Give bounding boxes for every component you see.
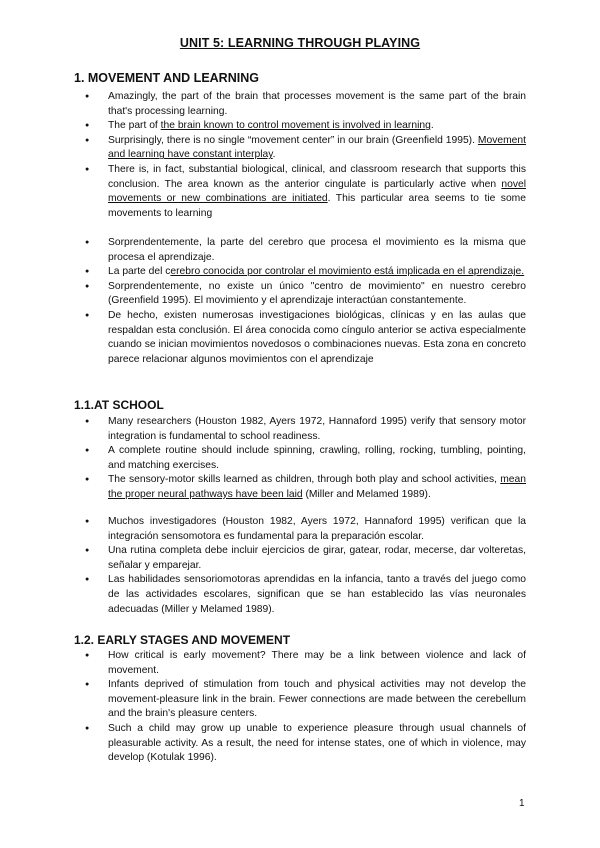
list-item <box>83 415 526 444</box>
list-item-text: How critical is early movement? There may be a link between violence and lack of movement. <box>108 650 526 676</box>
underlined-text: mean the proper neural pathways have been laid <box>108 474 526 500</box>
page-title: UNIT 5: LEARNING THROUGH PLAYING <box>179 36 421 50</box>
list-item-text: Sorprendentemente, no existe un único "centro de movimiento" en nuestro cerebro (Greenfield 1995). El movimiento y el aprendizaje interactúan constantemente. <box>108 280 526 307</box>
list-item <box>83 280 526 309</box>
list-item <box>83 649 526 678</box>
underlined-text: the brain known to control movement is involved in learning <box>160 120 431 132</box>
list-item-text: Amazingly, the part of the brain that processes movement is the same part of the brain that's processing learning. <box>108 91 526 117</box>
underlined-text: novel movements or new combinations are initiated <box>108 178 526 205</box>
list-item-text: De hecho, existen numerosas investigaciones biológicas, clínicas y en las aulas que respaldan esta conclusión. El área conocida como cíngulo anterior se activa especialmente cuando se inician movimientos novedosos o combinaciones nuevas. Esta zona en concreto parece relacionar algunos movimientos con el aprendizaje <box>108 309 526 365</box>
list-item <box>83 265 526 280</box>
list-item-text: La parte del c <box>108 266 171 278</box>
list-item <box>83 678 526 722</box>
list-item <box>83 473 526 502</box>
list-item-text: Many researchers (Houston 1982, Ayers 1972, Hannaford 1995) verify that sensory motor integration is fundamental to school readiness. <box>108 416 526 442</box>
section3-english-list <box>83 649 526 766</box>
list-item <box>83 444 526 473</box>
list-item-text: A complete routine should include spinning, crawling, rolling, rocking, tumbling, pointing, and matching exercises. <box>108 445 526 471</box>
list-item <box>83 573 526 617</box>
section-heading-early-stages-and-movement: 1.2. EARLY STAGES AND MOVEMENT <box>74 633 291 647</box>
list-item-text: Muchos investigadores (Houston 1982, Ayers 1972, Hannaford 1995) verifican que la integración sensomotora es fundamental para la preparación escolar. <box>108 516 526 542</box>
list-item-text: . <box>272 149 276 161</box>
section-heading-movement-and-learning: 1. MOVEMENT AND LEARNING <box>74 71 259 85</box>
list-item-text: Las habilidades sensoriomotoras aprendidas en la infancia, tanto a través del juego como de las actividades escolares, significan que se han establecido las vías neuronales adecuadas (Miller y Melamed 1989). <box>108 574 526 615</box>
list-item-text: Sorprendentemente, la parte del cerebro que procesa el movimiento es la misma que procesa el aprendizaje. <box>108 237 526 263</box>
list-item-text: (Miller and Melamed 1989). <box>302 488 431 500</box>
list-item <box>83 722 526 766</box>
section2-spanish-list <box>83 515 526 617</box>
underlined-text: erebro conocida por controlar el movimiento está implicada en el aprendizaje. <box>170 266 525 278</box>
list-item <box>83 163 526 221</box>
list-item <box>83 309 526 367</box>
list-item-text: . <box>430 120 434 132</box>
section1-spanish-list <box>83 236 526 367</box>
section2-english-list <box>83 415 526 503</box>
underlined-text: Movement and learning have constant interplay <box>108 134 526 161</box>
section1-english-list <box>83 90 526 221</box>
list-item <box>83 119 526 134</box>
section-heading-at-school: 1.1.AT SCHOOL <box>74 398 164 412</box>
list-item <box>83 544 526 573</box>
list-item-text: The part of <box>108 120 161 132</box>
list-item <box>83 90 526 119</box>
list-item-text: Infants deprived of stimulation from touch and physical activities may not develop the movement-pleasure link in the brain. Fewer connections are made between the cerebellum and the brain's pleasure centers. <box>108 679 526 720</box>
page-number: 1 <box>519 798 525 809</box>
list-item-text: The sensory-motor skills learned as children, through both play and school activities, <box>108 474 501 486</box>
list-item-text: Una rutina completa debe incluir ejercicios de girar, gatear, rodar, mecerse, dar volteretas, señalar y emparejar. <box>108 545 526 571</box>
list-item <box>83 134 526 163</box>
list-item-text: Such a child may grow up unable to experience pleasure through usual channels of pleasurable activity. As a result, the need for intense states, one of which in violence, may develop (Kotulak 1996). <box>108 722 526 764</box>
list-item-text: Surprisingly, there is no single “movement center” in our brain (Greenfield 1995). <box>108 134 478 146</box>
list-item <box>83 236 526 265</box>
list-item-text: There is, in fact, substantial biological, clinical, and classroom research that supports this conclusion. The area known as the anterior cingulate is particularly active when <box>108 163 526 190</box>
list-item <box>83 515 526 544</box>
list-item-text: . This particular area seems to tie some movements to learning <box>108 193 526 219</box>
